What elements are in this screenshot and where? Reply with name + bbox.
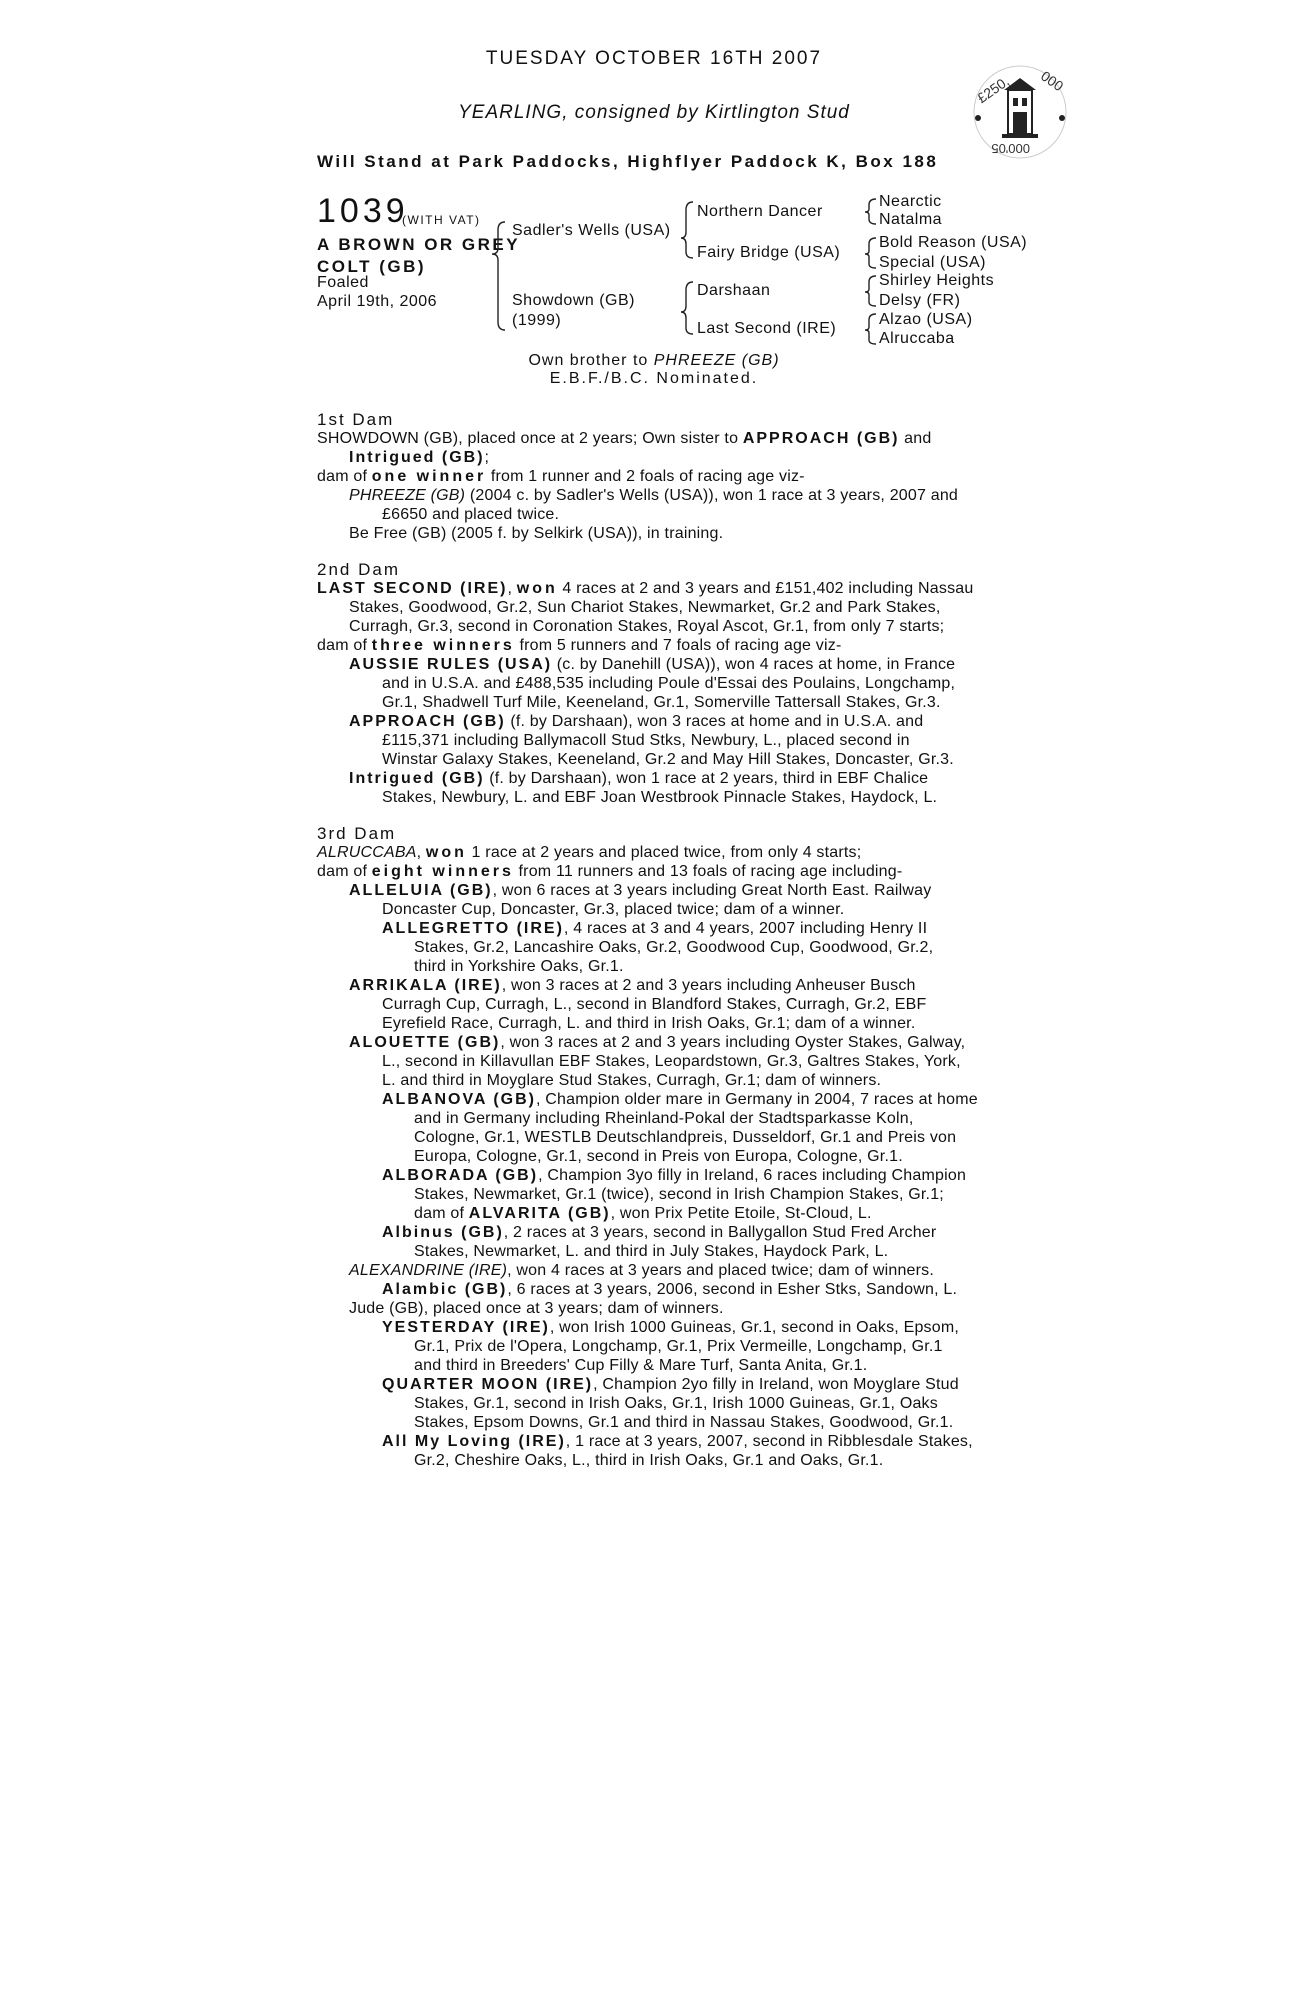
second-dam-line: Winstar Galaxy Stakes, Keeneland, Gr.2 and May Hill Stakes, Doncaster, Gr.3. (382, 751, 954, 768)
third-dam-line: ALEXANDRINE (IRE), won 4 races at 3 years and placed twice; dam of winners. (349, 1262, 935, 1279)
third-dam-line: dam of eight winners from 11 runners and 13 foals of racing age including- (317, 863, 903, 880)
pedigree-ssd: Natalma (879, 211, 943, 228)
second-dam-line: APPROACH (GB) (f. by Darshaan), won 3 races at home and in U.S.A. and (349, 713, 924, 730)
second-dam-line: dam of three winners from 5 runners and 7 foals of racing age viz- (317, 637, 842, 654)
pedigree-dam-sire: Darshaan (697, 282, 771, 299)
third-dam-line: L., second in Killavullan EBF Stakes, Leopardstown, Gr.3, Galtres Stakes, York, (382, 1053, 961, 1070)
first-dam-line: PHREEZE (GB) (2004 c. by Sadler's Wells (USA)), won 1 race at 3 years, 2007 and (349, 487, 959, 504)
third-dam-line: YESTERDAY (IRE), won Irish 1000 Guineas, Gr.1, second in Oaks, Epsom, (382, 1319, 960, 1336)
second-dam-line: LAST SECOND (IRE), won 4 races at 2 and 3 years and £151,402 including Nassau (317, 580, 974, 597)
second-dam-line: Curragh, Gr.3, second in Coronation Stakes, Royal Ascot, Gr.1, from only 7 starts; (349, 618, 945, 635)
second-dam-line: £115,371 including Ballymacoll Stud Stks, Newbury, L., placed second in (382, 732, 910, 749)
first-dam-line: SHOWDOWN (GB), placed once at 2 years; Own sister to APPROACH (GB) and (317, 430, 932, 447)
second-dam-line: Stakes, Newbury, L. and EBF Joan Westbrook Pinnacle Stakes, Haydock, L. (382, 789, 938, 806)
third-dam-line: Eyrefield Race, Curragh, L. and third in Irish Oaks, Gr.1; dam of a winner. (382, 1015, 916, 1032)
pedigree-sds: Bold Reason (USA) (879, 234, 1028, 251)
third-dam-line: ALLEGRETTO (IRE), 4 races at 3 and 4 years, 2007 including Henry II (382, 920, 928, 937)
consignor-line: YEARLING, consigned by Kirtlington Stud (458, 102, 850, 123)
second-dam-heading: 2nd Dam (317, 560, 400, 579)
pedigree-braces (0, 0, 1308, 360)
third-dam-line: Stakes, Newmarket, L. and third in July Stakes, Haydock Park, L. (414, 1243, 889, 1260)
first-dam-line: Be Free (GB) (2005 f. by Selkirk (USA)), in training. (349, 525, 724, 542)
third-dam-line: Gr.2, Cheshire Oaks, L., third in Irish Oaks, Gr.1 and Oaks, Gr.1. (414, 1452, 884, 1469)
svg-text:£250,: £250, (974, 72, 1012, 107)
lot-number: 1039 (317, 192, 409, 230)
second-dam-line: Stakes, Goodwood, Gr.2, Sun Chariot Stakes, Newmarket, Gr.2 and Park Stakes, (349, 599, 941, 616)
pedigree-sire-sire: Northern Dancer (697, 203, 823, 220)
pedigree-dds: Alzao (USA) (879, 311, 973, 328)
third-dam-line: Alambic (GB), 6 races at 3 years, 2006, second in Esher Stks, Sandown, L. (382, 1281, 958, 1298)
pedigree-sdd: Special (USA) (879, 254, 986, 271)
second-dam-line: Gr.1, Shadwell Turf Mile, Keeneland, Gr.1, Somerville Tattersall Stakes, Gr.3. (382, 694, 941, 711)
third-dam-line: Stakes, Gr.1, second in Irish Oaks, Gr.1, Irish 1000 Guineas, Gr.1, Oaks (414, 1395, 938, 1412)
second-dam-line: Intrigued (GB) (f. by Darshaan), won 1 race at 2 years, third in EBF Chalice (349, 770, 929, 787)
pedigree-sire-dam: Fairy Bridge (USA) (697, 244, 841, 261)
vat-note: (WITH VAT) (402, 213, 481, 227)
pedigree-dss: Shirley Heights (879, 272, 995, 289)
third-dam-line: All My Loving (IRE), 1 race at 3 years, 2007, second in Ribblesdale Stakes, (382, 1433, 973, 1450)
first-dam-line: Intrigued (GB); (349, 449, 490, 466)
third-dam-line: Albinus (GB), 2 races at 3 years, second in Ballygallon Stud Fred Archer (382, 1224, 937, 1241)
third-dam-line: Curragh Cup, Curragh, L., second in Blandford Stakes, Curragh, Gr.2, EBF (382, 996, 927, 1013)
pedigree-sire: Sadler's Wells (USA) (512, 222, 671, 239)
second-dam-line: AUSSIE RULES (USA) (c. by Danehill (USA)), won 4 races at home, in France (349, 656, 956, 673)
ebf-note: E.B.F./B.C. Nominated. (549, 370, 759, 387)
third-dam-line: and third in Breeders' Cup Filly & Mare Turf, Santa Anita, Gr.1. (414, 1357, 868, 1374)
first-dam-line: £6650 and placed twice. (382, 506, 560, 523)
third-dam-line: L. and third in Moyglare Stud Stakes, Curragh, Gr.1; dam of winners. (382, 1072, 882, 1089)
third-dam-line: ARRIKALA (IRE), won 3 races at 2 and 3 years including Anheuser Busch (349, 977, 916, 994)
colour-line-1: A BROWN OR GREY (317, 235, 521, 254)
svg-text:000'05: 000'05 (991, 141, 1030, 156)
third-dam-heading: 3rd Dam (317, 824, 397, 843)
third-dam-line: Stakes, Newmarket, Gr.1 (twice), second in Irish Champion Stakes, Gr.1; (414, 1186, 944, 1203)
second-dam-line: and in U.S.A. and £488,535 including Poule d'Essai des Poulains, Longchamp, (382, 675, 956, 692)
pedigree-sss: Nearctic (879, 193, 942, 210)
first-dam-heading: 1st Dam (317, 410, 395, 429)
first-dam-line: dam of one winner from 1 runner and 2 foals of racing age viz- (317, 468, 805, 485)
pedigree-dam: Showdown (GB) (512, 292, 635, 309)
third-dam-line: Doncaster Cup, Doncaster, Gr.3, placed twice; dam of a winner. (382, 901, 845, 918)
third-dam-line: Gr.1, Prix de l'Opera, Longchamp, Gr.1, Prix Vermeille, Longchamp, Gr.1 (414, 1338, 943, 1355)
pedigree-ddd: Alruccaba (879, 330, 955, 347)
foaled-date: April 19th, 2006 (317, 293, 438, 310)
third-dam-line: ALBORADA (GB), Champion 3yo filly in Ireland, 6 races including Champion (382, 1167, 967, 1184)
third-dam-line: Europa, Cologne, Gr.1, second in Preis von Europa, Cologne, Gr.1. (414, 1148, 903, 1165)
third-dam-line: ALOUETTE (GB), won 3 races at 2 and 3 years including Oyster Stakes, Galway, (349, 1034, 966, 1051)
third-dam-line: Cologne, Gr.1, WESTLB Deutschlandpreis, Dusseldorf, Gr.1 and Preis von (414, 1129, 957, 1146)
pedigree-dsd: Delsy (FR) (879, 292, 961, 309)
pedigree-dam-year: (1999) (512, 312, 562, 329)
third-dam-line: ALRUCCABA, won 1 race at 2 years and placed twice, from only 4 starts; (317, 844, 862, 861)
third-dam-line: and in Germany including Rheinland-Pokal der Stadtsparkasse Koln, (414, 1110, 914, 1127)
third-dam-line: ALLELUIA (GB), won 6 races at 3 years including Great North East. Railway (349, 882, 932, 899)
pedigree-dam-dam: Last Second (IRE) (697, 320, 837, 337)
third-dam-line: QUARTER MOON (IRE), Champion 2yo filly in Ireland, won Moyglare Stud (382, 1376, 959, 1393)
own-brother-note: Own brother to PHREEZE (GB) (528, 352, 780, 369)
third-dam-line: third in Yorkshire Oaks, Gr.1. (414, 958, 624, 975)
foaled-label: Foaled (317, 274, 369, 291)
third-dam-line: ALBANOVA (GB), Champion older mare in Germany in 2004, 7 races at home (382, 1091, 978, 1108)
sale-date: TUESDAY OCTOBER 16TH 2007 (485, 48, 823, 69)
third-dam-line: dam of ALVARITA (GB), won Prix Petite Etoile, St-Cloud, L. (414, 1205, 872, 1222)
stand-location: Will Stand at Park Paddocks, Highflyer Paddock K, Box 188 (317, 152, 939, 171)
colour-line-2: COLT (GB) (317, 257, 427, 276)
third-dam-line: Stakes, Epsom Downs, Gr.1 and third in Nassau Stakes, Goodwood, Gr.1. (414, 1414, 954, 1431)
svg-text:000: 000 (1038, 67, 1067, 95)
third-dam-line: Jude (GB), placed once at 3 years; dam of winners. (349, 1300, 724, 1317)
third-dam-line: Stakes, Gr.2, Lancashire Oaks, Gr.2, Goodwood Cup, Goodwood, Gr.2, (414, 939, 934, 956)
